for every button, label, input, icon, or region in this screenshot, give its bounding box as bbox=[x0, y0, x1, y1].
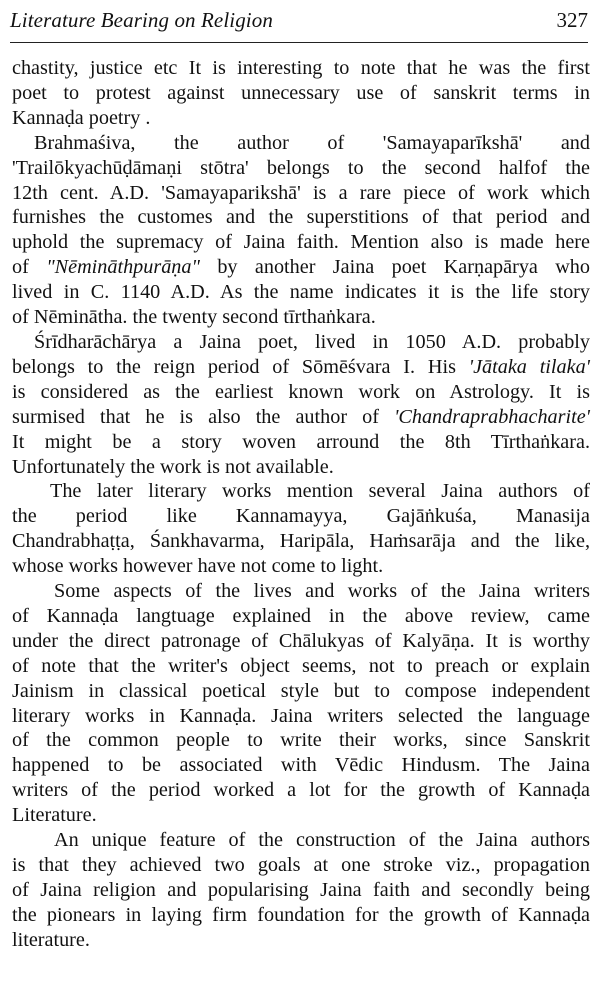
text-line: whose works however have not come to light. bbox=[12, 555, 384, 578]
paragraph bbox=[12, 479, 590, 579]
paragraph bbox=[12, 131, 590, 330]
text-line: of "Nēmināthpurāṇa" by another Jaina poet Karṇapārya who bbox=[12, 256, 590, 279]
text-line: literature. bbox=[12, 928, 90, 951]
text-line: the period like Kannamayya, Gajāṅkuśa, Manasija bbox=[12, 505, 590, 528]
text-line: uphold the supremacy of Jaina faith. Mention also is made here bbox=[12, 231, 590, 254]
page-header bbox=[10, 8, 588, 43]
text-line: chastity, justice etc It is interesting to note that he was the first bbox=[12, 57, 590, 79]
text-line: of Kannaḍa langtuage explained in the above review, came bbox=[12, 604, 590, 627]
body-text bbox=[12, 56, 590, 953]
paragraph bbox=[12, 330, 590, 479]
work-title: 'Chandraprabhacharite' bbox=[394, 405, 590, 428]
text-line: 'Trailōkyachūḍāmaṇi stōtra' belongs to the second halfof the bbox=[12, 156, 590, 179]
text-line: under the direct patronage of Chālukyas of Kalyāṇa. It is worthy bbox=[12, 629, 590, 652]
text-line: surmised that he is also the author of 'Chandraprabhacharite' bbox=[12, 405, 590, 428]
text-line: poet to protest against unnecessary use of sanskrit terms in bbox=[12, 81, 590, 104]
text-line: lived in C. 1140 A.D. As the name indicates it is the life story bbox=[12, 281, 590, 304]
text-line: the pionears in laying firm foundation for the growth of Kannaḍa bbox=[12, 903, 590, 926]
text-line: 12th cent. A.D. 'Samayaparikshā' is a rare piece of work which bbox=[12, 181, 590, 204]
paragraph bbox=[12, 579, 590, 828]
text-line: of Nēminātha. the twenty second tīrthaṅkara. bbox=[12, 306, 376, 329]
text-line: Literature. bbox=[12, 804, 97, 827]
work-title: 'Jātaka tilaka' bbox=[468, 355, 590, 378]
paragraph bbox=[12, 828, 590, 953]
text-line: writers of the period worked a lot for the growth of Kannaḍa bbox=[12, 779, 590, 802]
text-line: is considered as the earliest known work on Astrology. It is bbox=[12, 380, 590, 403]
text-line: of Jaina religion and popularising Jaina faith and secondly being bbox=[12, 878, 590, 901]
text-line: The later literary works mention several Jaina authors of bbox=[50, 480, 590, 503]
text-line: Jainism in classical poetical style but to compose independent bbox=[12, 679, 590, 702]
text-line: is that they achieved two goals at one stroke viz., propagation bbox=[12, 854, 590, 876]
text-line: Some aspects of the lives and works of the Jaina writers bbox=[54, 580, 590, 603]
text-line: Śrīdharāchārya a Jaina poet, lived in 1050 A.D. probably bbox=[34, 330, 590, 353]
page-number: 327 bbox=[556, 8, 588, 32]
paragraph bbox=[12, 56, 590, 131]
text-line: Chandrabhaṭṭa, Śankhavarma, Haripāla, Haṁsarāja and the like, bbox=[12, 530, 590, 553]
text-line: Unfortunately the work is not available. bbox=[12, 455, 334, 478]
work-title: "Nēmināthpurāṇa" bbox=[46, 256, 200, 279]
text-line: of the common people to write their works, since Sanskrit bbox=[12, 729, 590, 752]
text-line: happened to be associated with Vēdic Hindusm. The Jaina bbox=[12, 754, 590, 777]
text-line: Kannaḍa poetry . bbox=[12, 106, 151, 129]
text-line: It might be a story woven arround the 8th Tīrthaṅkara. bbox=[12, 430, 590, 453]
text-line: belongs to the reign period of Sōmēśvara I. His 'Jātaka tilaka' bbox=[12, 355, 590, 378]
text-line: Brahmaśiva, the author of 'Samayaparīkshā' and bbox=[34, 131, 590, 154]
running-title: Literature Bearing on Religion bbox=[10, 8, 273, 32]
text-line: of note that the writer's object seems, not to preach or explain bbox=[12, 654, 590, 677]
text-line: literary works in Kannaḍa. Jaina writers selected the language bbox=[12, 704, 590, 727]
text-line: furnishes the customes and the superstitions of that period and bbox=[12, 206, 590, 229]
text-line: An unique feature of the construction of the Jaina authors bbox=[54, 829, 590, 852]
